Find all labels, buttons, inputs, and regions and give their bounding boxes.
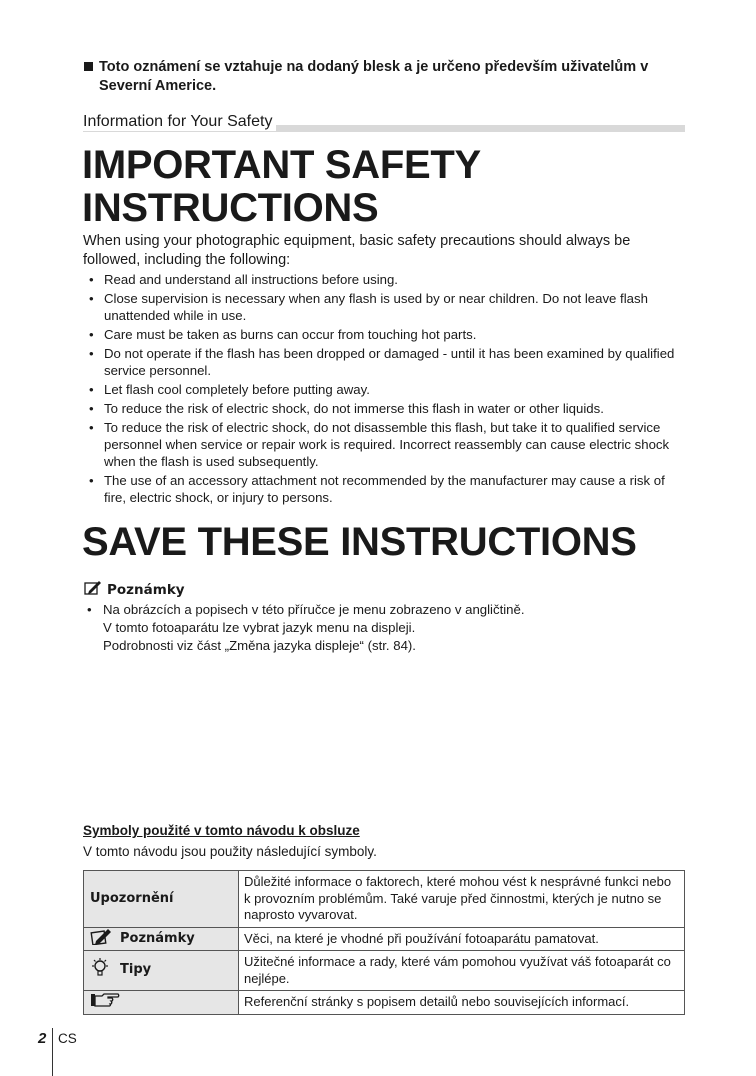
- notes-line: Podrobnosti viz část „Změna jazyka displeje“ (str. 84).: [103, 638, 416, 653]
- title-line: IMPORTANT SAFETY: [82, 143, 481, 187]
- notes-header: [84, 580, 185, 599]
- notes-title: Poznámky: [107, 581, 185, 598]
- page-title: [82, 144, 702, 230]
- intro-text: When using your photographic equipment, basic safety precautions should always be followed, including the following:: [83, 233, 631, 268]
- symbols-intro: V tomto návodu jsou použity následující symboly.: [83, 844, 377, 859]
- notice: [84, 58, 694, 96]
- table-row: [84, 871, 685, 928]
- table-row: [84, 991, 685, 1015]
- table-row: [84, 951, 685, 991]
- section-label: Information for Your Safety: [83, 113, 276, 131]
- symbol-key: Upozornění: [84, 871, 239, 928]
- list-item: • Read and understand all instructions before using.: [89, 272, 398, 287]
- list-item: • Care must be taken as burns can occur from touching hot parts.: [89, 327, 477, 342]
- pointing-hand-icon: [90, 997, 120, 1012]
- footer-divider: [52, 1028, 53, 1076]
- notes-line: Na obrázcích a popisech v této příručce je menu zobrazeno v angličtině.: [103, 602, 525, 617]
- symbols-heading: Symboly použité v tomto návodu k obsluze: [83, 823, 360, 838]
- notes-line: V tomto fotoaparátu lze vybrat jazyk menu na displeji.: [103, 620, 416, 635]
- list-item: • Do not operate if the flash has been dropped or damaged - until it has been examined by qualified service personnel.: [89, 346, 675, 378]
- save-instructions-title: SAVE THESE INSTRUCTIONS: [82, 520, 637, 564]
- language-code: CS: [58, 1031, 77, 1046]
- title-line: INSTRUCTIONS: [82, 186, 379, 230]
- safety-list: [83, 271, 688, 508]
- pencil-note-icon: [90, 928, 112, 951]
- list-item: • The use of an accessory attachment not recommended by the manufacturer may cause a risk of fire, electric shock, or injury to persons.: [89, 473, 665, 505]
- page-number: 2: [38, 1030, 47, 1047]
- list-item: • Let flash cool completely before putting away.: [89, 382, 370, 397]
- symbol-desc: Věci, na které je vhodné při používání fotoaparátu pamatovat.: [239, 927, 685, 951]
- list-item: • Close supervision is necessary when any flash is used by or near children. Do not leave flash unattended while in use.: [89, 291, 648, 323]
- symbol-key: Tipy: [84, 951, 239, 991]
- symbols-table: [83, 870, 685, 1015]
- square-bullet-icon: [84, 62, 93, 71]
- symbol-key: Poznámky: [84, 927, 239, 951]
- symbol-desc: Referenční stránky s popisem detailů nebo souvisejících informací.: [239, 991, 685, 1015]
- section-header: [83, 112, 685, 134]
- list-item: • To reduce the risk of electric shock, do not immerse this flash in water or other liquids.: [89, 401, 604, 416]
- pencil-note-icon: [84, 580, 102, 599]
- symbol-desc: Užitečné informace a rady, které vám pomohou využívat váš fotoaparát co nejlépe.: [239, 951, 685, 991]
- notes-body: • Na obrázcích a popisech v této příručce je menu zobrazeno v angličtině. V tomto fotoaparátu lze vybrat jazyk menu na displeji. Podrobnosti viz část „Změna jazyka displeje“ (str. 84).: [87, 601, 687, 655]
- symbol-desc: Důležité informace o faktorech, které mohou vést k nesprávné funkci nebo k provozním problémům. Také varuje před činnostmi, kterých je nutno se naprosto vyvarovat.: [239, 871, 685, 928]
- notice-text: Toto oznámení se vztahuje na dodaný blesk a je určeno především uživatelům v Severní Americe.: [99, 59, 649, 94]
- list-item: • To reduce the risk of electric shock, do not disassemble this flash, but take it to qualified service personnel when service or repair work is required. Incorrect reassembly can cause electric shock when the flash is used subsequently.: [89, 420, 670, 469]
- table-row: [84, 927, 685, 951]
- symbol-key: [84, 991, 239, 1015]
- lightbulb-icon: [90, 958, 112, 984]
